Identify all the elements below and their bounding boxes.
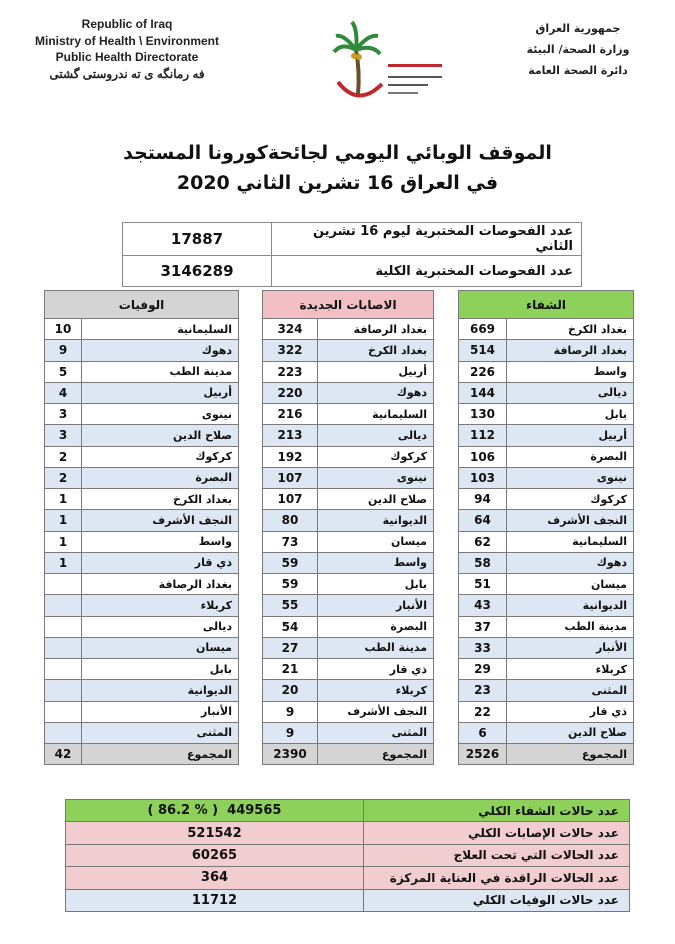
table-row <box>459 680 634 701</box>
count-cell: 514 <box>459 340 507 361</box>
total-tests-label: عدد الفحوصات المختبرية الكلية <box>272 256 582 287</box>
recovered-table <box>458 290 634 765</box>
table-row <box>459 722 634 743</box>
table-row <box>263 574 434 595</box>
province-cell: ذي قار <box>318 659 434 680</box>
table-row <box>459 701 634 722</box>
recovered-header: الشفاء <box>459 291 634 319</box>
count-cell: 23 <box>459 680 507 701</box>
count-cell: 144 <box>459 382 507 403</box>
province-cell: أربيل <box>82 382 239 403</box>
summary-cases-label: عدد حالات الإصابات الكلي <box>364 822 630 844</box>
province-cell: كركوك <box>507 489 634 510</box>
total-label: المجموع <box>507 744 634 765</box>
count-cell: 33 <box>459 637 507 658</box>
province-cell: بغداد الكرخ <box>82 489 239 510</box>
summary-row-icu <box>66 867 630 889</box>
table-row <box>263 722 434 743</box>
province-cell: النجف الأشرف <box>318 701 434 722</box>
count-cell: 3 <box>45 404 82 425</box>
count-cell: 43 <box>459 595 507 616</box>
summary-deaths-label: عدد حالات الوفيات الكلي <box>364 889 630 911</box>
count-cell: 1 <box>45 552 82 573</box>
total-label: المجموع <box>318 744 434 765</box>
tests-row-total <box>123 256 582 287</box>
table-row <box>263 382 434 403</box>
report-date: في العراق 16 تشرين الثاني 2020 <box>176 172 499 194</box>
ministry-logo <box>330 12 450 112</box>
count-cell: 112 <box>459 425 507 446</box>
province-cell: بابل <box>82 659 239 680</box>
count-cell: 55 <box>263 595 318 616</box>
tests-table <box>122 222 582 287</box>
count-cell: 220 <box>263 382 318 403</box>
province-cell: بغداد الرصافة <box>507 340 634 361</box>
table-row <box>459 531 634 552</box>
header-english <box>22 16 232 82</box>
count-cell: 21 <box>263 659 318 680</box>
count-cell: 324 <box>263 319 318 340</box>
count-cell: 223 <box>263 361 318 382</box>
count-cell <box>45 701 82 722</box>
table-row <box>263 319 434 340</box>
province-cell: الأنبار <box>82 701 239 722</box>
count-cell: 10 <box>45 319 82 340</box>
count-cell <box>45 659 82 680</box>
count-cell: 106 <box>459 446 507 467</box>
table-row <box>459 595 634 616</box>
table-row <box>45 616 239 637</box>
table-row <box>45 425 239 446</box>
summary-under-treatment-value: 60265 <box>66 844 364 866</box>
table-row <box>459 552 634 573</box>
table-row <box>45 361 239 382</box>
table-row <box>459 446 634 467</box>
count-cell <box>45 680 82 701</box>
province-cell: البصرة <box>507 446 634 467</box>
province-cell: النجف الأشرف <box>82 510 239 531</box>
province-cell: بغداد الرصافة <box>82 574 239 595</box>
count-cell: 4 <box>45 382 82 403</box>
province-cell: السليمانية <box>507 531 634 552</box>
summary-deaths-value: 11712 <box>66 889 364 911</box>
total-row <box>263 744 434 765</box>
summary-icu-value: 364 <box>66 867 364 889</box>
province-cell: أربيل <box>318 361 434 382</box>
table-row <box>263 340 434 361</box>
table-row <box>459 510 634 531</box>
province-cell: البصرة <box>318 616 434 637</box>
count-cell: 5 <box>45 361 82 382</box>
table-row <box>45 319 239 340</box>
table-row <box>263 467 434 488</box>
deaths-header: الوفيات <box>45 291 239 319</box>
total-value: 2526 <box>459 744 507 765</box>
count-cell: 107 <box>263 489 318 510</box>
table-row <box>263 701 434 722</box>
table-row <box>459 637 634 658</box>
count-cell: 37 <box>459 616 507 637</box>
table-row <box>45 701 239 722</box>
province-cell: الديوانية <box>318 510 434 531</box>
province-cell: مدينة الطب <box>507 616 634 637</box>
province-cell: المثنى <box>318 722 434 743</box>
header-en-line2: Ministry of Health \ Environment <box>34 33 220 48</box>
header-ar-line1: جمهورية العراق <box>535 22 621 35</box>
table-row <box>263 637 434 658</box>
count-cell: 6 <box>459 722 507 743</box>
count-cell: 22 <box>459 701 507 722</box>
province-cell: نينوى <box>82 404 239 425</box>
count-cell: 107 <box>263 467 318 488</box>
count-cell: 9 <box>263 722 318 743</box>
count-cell <box>45 574 82 595</box>
province-cell: السليمانية <box>82 319 239 340</box>
province-cell: واسط <box>82 531 239 552</box>
summary-icu-label: عدد الحالات الراقدة في العناية المركزة <box>364 867 630 889</box>
province-cell: دهوك <box>318 382 434 403</box>
table-row <box>263 404 434 425</box>
table-row <box>45 467 239 488</box>
province-cell: دهوك <box>82 340 239 361</box>
report-title: الموقف الوبائي اليومي لجائحةكورونا المستجد <box>123 142 552 164</box>
province-cell: البصرة <box>82 467 239 488</box>
province-cell: صلاح الدين <box>318 489 434 510</box>
count-cell: 103 <box>459 467 507 488</box>
count-cell: 51 <box>459 574 507 595</box>
count-cell: 3 <box>45 425 82 446</box>
deaths-header-row <box>45 291 239 319</box>
table-row <box>45 659 239 680</box>
table-row <box>459 361 634 382</box>
table-row <box>45 489 239 510</box>
province-cell: أربيل <box>507 425 634 446</box>
new-cases-header: الاصابات الجديدة <box>263 291 434 319</box>
table-row <box>45 680 239 701</box>
table-row <box>45 404 239 425</box>
recovered-total: 449565 <box>227 803 282 819</box>
header-en-line4: فه رمانگه ى ته ندروستى گشتى <box>49 66 205 81</box>
summary-row-recovered <box>66 800 630 822</box>
table-row <box>263 489 434 510</box>
count-cell: 64 <box>459 510 507 531</box>
province-cell: بغداد الكرخ <box>318 340 434 361</box>
count-cell: 9 <box>263 701 318 722</box>
count-cell: 94 <box>459 489 507 510</box>
province-cell: السليمانية <box>318 404 434 425</box>
summary-cases-value: 521542 <box>66 822 364 844</box>
count-cell: 192 <box>263 446 318 467</box>
table-row <box>263 552 434 573</box>
table-row <box>459 319 634 340</box>
header-arabic <box>503 18 653 81</box>
table-row <box>263 510 434 531</box>
province-cell: المثنى <box>82 722 239 743</box>
province-cell: واسط <box>318 552 434 573</box>
province-cell: كربلاء <box>82 595 239 616</box>
count-cell: 213 <box>263 425 318 446</box>
summary-row-deaths <box>66 889 630 911</box>
count-cell: 669 <box>459 319 507 340</box>
table-row <box>263 446 434 467</box>
header-en-line1: Republic of Iraq <box>81 17 173 31</box>
count-cell: 216 <box>263 404 318 425</box>
table-row <box>45 552 239 573</box>
total-row <box>45 744 239 765</box>
table-row <box>459 489 634 510</box>
count-cell <box>45 722 82 743</box>
province-cell: ذي قار <box>507 701 634 722</box>
province-cell: المثنى <box>507 680 634 701</box>
province-cell: بغداد الكرخ <box>507 319 634 340</box>
table-row <box>263 425 434 446</box>
province-cell: واسط <box>507 361 634 382</box>
province-cell: ذي قار <box>82 552 239 573</box>
count-cell: 322 <box>263 340 318 361</box>
count-cell: 226 <box>459 361 507 382</box>
table-row <box>263 531 434 552</box>
table-row <box>45 340 239 361</box>
recovered-header-row <box>459 291 634 319</box>
table-row <box>459 467 634 488</box>
header-en-line3: Public Health Directorate <box>55 50 199 64</box>
count-cell: 54 <box>263 616 318 637</box>
province-cell: ديالى <box>507 382 634 403</box>
province-cell: بابل <box>507 404 634 425</box>
table-row <box>45 531 239 552</box>
count-cell: 9 <box>45 340 82 361</box>
count-cell: 1 <box>45 531 82 552</box>
count-cell: 58 <box>459 552 507 573</box>
province-cell: الديوانية <box>82 680 239 701</box>
total-value: 2390 <box>263 744 318 765</box>
province-cell: نينوى <box>507 467 634 488</box>
table-row <box>263 616 434 637</box>
total-tests-value: 3146289 <box>123 256 272 287</box>
summary-table <box>65 799 630 912</box>
province-cell: بغداد الرصافة <box>318 319 434 340</box>
table-row <box>459 340 634 361</box>
province-cell: الأنبار <box>318 595 434 616</box>
province-cell: كركوك <box>318 446 434 467</box>
table-row <box>45 595 239 616</box>
count-cell: 27 <box>263 637 318 658</box>
table-row <box>459 425 634 446</box>
count-cell <box>45 637 82 658</box>
count-cell: 80 <box>263 510 318 531</box>
province-cell: كربلاء <box>318 680 434 701</box>
table-row <box>459 574 634 595</box>
province-cell: مدينة الطب <box>82 361 239 382</box>
summary-row-cases <box>66 822 630 844</box>
table-row <box>45 637 239 658</box>
province-cell: ديالى <box>318 425 434 446</box>
province-cell: مدينة الطب <box>318 637 434 658</box>
count-cell: 1 <box>45 489 82 510</box>
table-row <box>45 574 239 595</box>
count-cell: 62 <box>459 531 507 552</box>
summary-recovered-label: عدد حالات الشفاء الكلي <box>364 800 630 822</box>
table-row <box>45 510 239 531</box>
count-cell <box>45 616 82 637</box>
province-cell: كربلاء <box>507 659 634 680</box>
table-row <box>263 680 434 701</box>
province-cell: دهوك <box>507 552 634 573</box>
count-cell: 59 <box>263 574 318 595</box>
total-row <box>459 744 634 765</box>
province-cell: صلاح الدين <box>507 722 634 743</box>
province-cell: الديوانية <box>507 595 634 616</box>
count-cell: 73 <box>263 531 318 552</box>
deaths-table <box>44 290 239 765</box>
recovered-percent: ( 86.2 % ) <box>147 803 219 819</box>
province-cell: صلاح الدين <box>82 425 239 446</box>
count-cell: 2 <box>45 467 82 488</box>
new-cases-table <box>262 290 434 765</box>
province-cell: ميسان <box>318 531 434 552</box>
table-row <box>263 659 434 680</box>
province-cell: كركوك <box>82 446 239 467</box>
province-cell: نينوى <box>318 467 434 488</box>
table-row <box>459 382 634 403</box>
total-value: 42 <box>45 744 82 765</box>
new-cases-header-row <box>263 291 434 319</box>
province-cell: ديالى <box>82 616 239 637</box>
table-row <box>459 659 634 680</box>
daily-tests-value: 17887 <box>123 223 272 256</box>
table-row <box>459 616 634 637</box>
count-cell: 20 <box>263 680 318 701</box>
total-label: المجموع <box>82 744 239 765</box>
province-cell: الأنبار <box>507 637 634 658</box>
table-row <box>263 361 434 382</box>
count-cell: 1 <box>45 510 82 531</box>
tests-row-daily <box>123 223 582 256</box>
count-cell: 59 <box>263 552 318 573</box>
table-row <box>45 722 239 743</box>
daily-tests-label: عدد الفحوصات المختبرية ليوم 16 تشرين الثاني <box>272 223 582 256</box>
header-ar-line3: دائرة الصحة العامة <box>528 64 628 77</box>
table-row <box>45 446 239 467</box>
province-cell: النجف الأشرف <box>507 510 634 531</box>
province-cell: بابل <box>318 574 434 595</box>
table-row <box>459 404 634 425</box>
summary-under-treatment-label: عدد الحالات التي تحت العلاج <box>364 844 630 866</box>
count-cell: 29 <box>459 659 507 680</box>
count-cell <box>45 595 82 616</box>
table-row <box>45 382 239 403</box>
header-ar-line2: وزارة الصحة/ البيئة <box>526 43 630 56</box>
summary-row-under-treatment <box>66 844 630 866</box>
province-cell: ميسان <box>507 574 634 595</box>
count-cell: 130 <box>459 404 507 425</box>
count-cell: 2 <box>45 446 82 467</box>
table-row <box>263 595 434 616</box>
province-cell: ميسان <box>82 637 239 658</box>
summary-recovered-value <box>66 800 364 822</box>
